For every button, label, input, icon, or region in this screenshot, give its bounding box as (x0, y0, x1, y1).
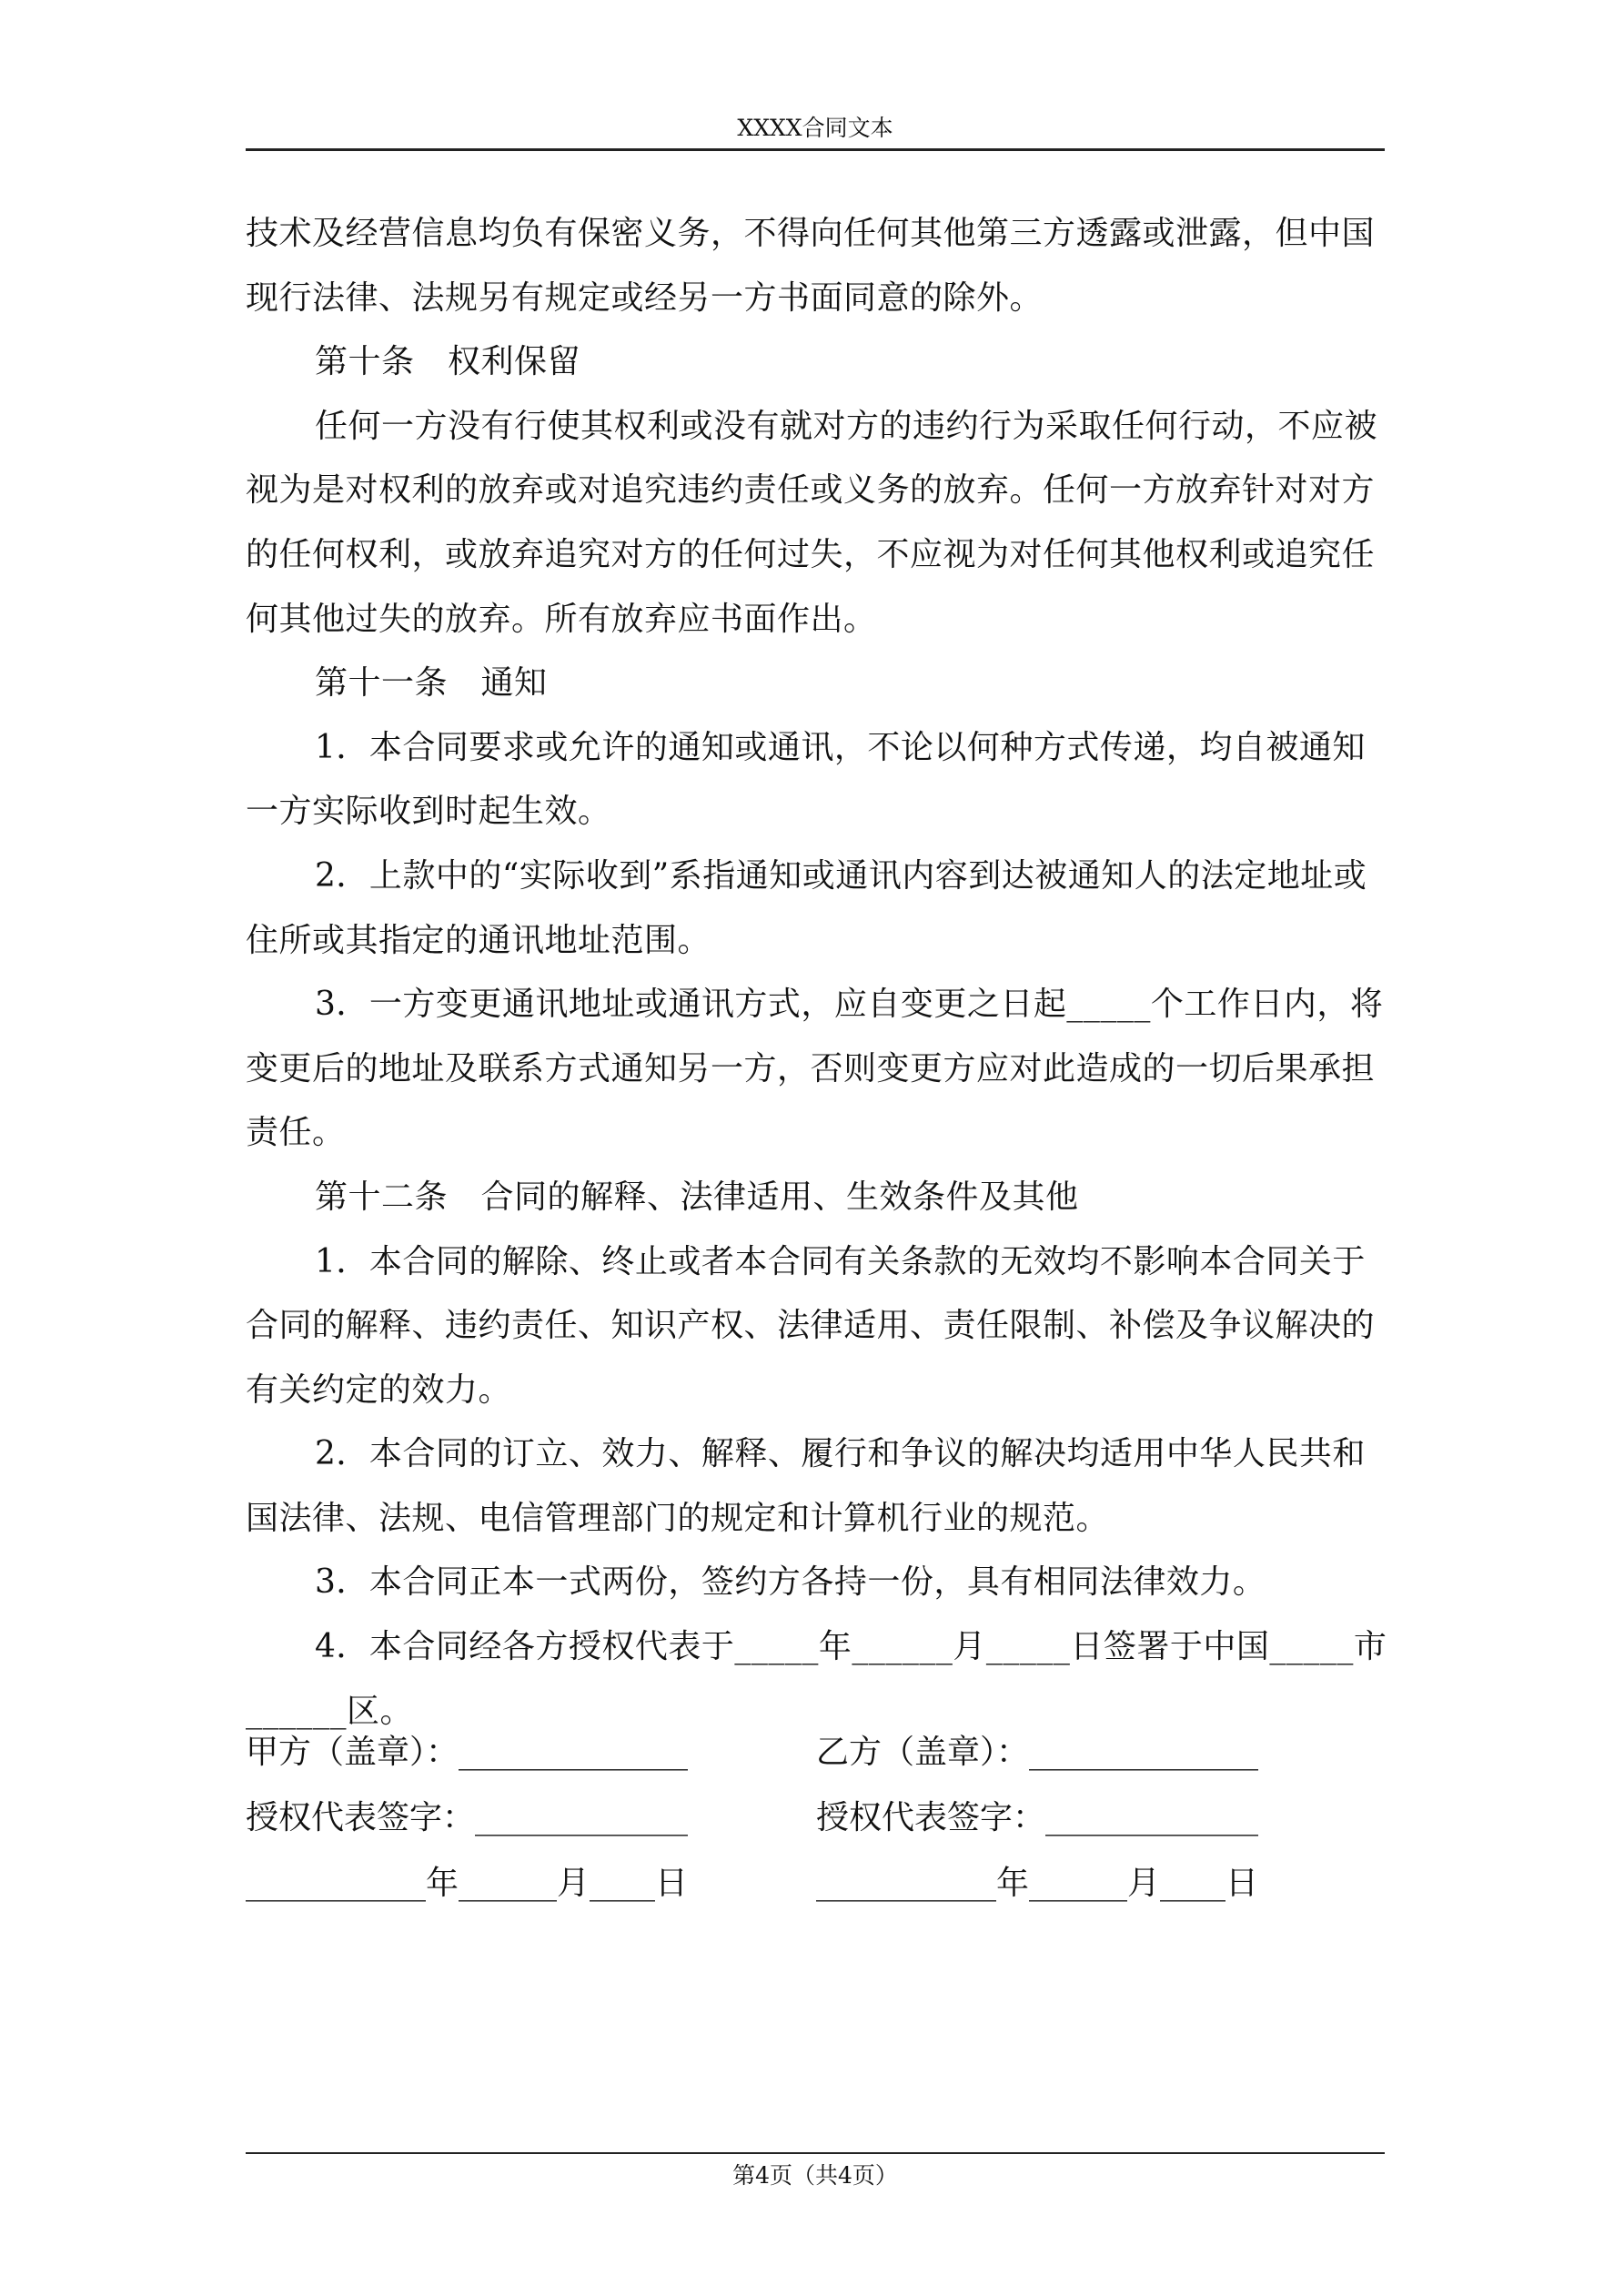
header-divider (246, 148, 1385, 151)
article-11-clause-3: 3．一方变更通讯地址或通讯方式，应自变更之日起_____个工作日内，将变更后的地址及联系方式通知另一方，否则变更方应对此造成的一切后果承担责任。 (246, 986, 1384, 1152)
page-number: 第4页（共4页） (732, 2162, 898, 2189)
page-header-title: XXXX合同文本 (737, 115, 893, 141)
article-12-clause-4: 4．本合同经各方授权代表于_____年______月_____日签署于中国_____市______区。 (246, 1628, 1387, 1730)
party-b-date-line: ___________年______月____日 (816, 1865, 1258, 1902)
article-12-clause-2: 2．本合同的订立、效力、解释、履行和争议的解决均适用中华人民共和国法律、法规、电信管理部门的规定和计算机行业的规范。 (246, 1435, 1366, 1537)
article-12-clause-1: 1．本合同的解除、终止或者本合同有关条款的无效均不影响本合同关于合同的解释、违约责任、知识产权、法律适用、责任限制、补偿及争议解决的有关约定的效力。 (246, 1242, 1376, 1409)
article-11-clause-2: 2．上款中的“实际收到”系指通知或通讯内容到达被通知人的法定地址或住所或其指定的通讯地址范围。 (246, 856, 1367, 959)
party-a-seal-line: 甲方（盖章）：______________ (246, 1734, 689, 1771)
party-a-signature-block (246, 1720, 688, 1917)
party-b-signature-block (816, 1720, 1258, 1917)
footer-divider (246, 2152, 1385, 2154)
article-11-heading: 第十一条 通知 (315, 664, 548, 703)
article-10-paragraph: 任何一方没有行使其权利或没有就对方的违约行为采取任何行动，不应被视为是对权利的放弃或对追究违约责任或义务的放弃。任何一方放弃针对对方的任何权利，或放弃追究对方的任何过失，不应视为对任何其他权利或追究任何其他过失的放弃。所有放弃应书面作出。 (246, 407, 1378, 638)
paragraph-confidentiality-cont: 技术及经营信息均负有保密义务，不得向任何其他第三方透露或泄露，但中国现行法律、法规另有规定或经另一方书面同意的除外。 (246, 215, 1376, 317)
contract-body (246, 202, 1397, 1744)
article-10-heading: 第十条 权利保留 (315, 343, 581, 381)
article-12-heading: 第十二条 合同的解释、法律适用、生效条件及其他 (315, 1178, 1079, 1216)
article-11-clause-1: 1．本合同要求或允许的通知或通讯，不论以何种方式传递，均自被通知一方实际收到时起生效。 (246, 728, 1366, 831)
party-b-representative-line: 授权代表签字：_____________ (816, 1799, 1259, 1836)
article-12-clause-3: 3．本合同正本一式两份，签约方各持一份，具有相同法律效力。 (315, 1563, 1266, 1602)
party-a-date-line: ___________年______月____日 (246, 1865, 688, 1902)
party-b-seal-line: 乙方（盖章）：______________ (816, 1734, 1259, 1771)
party-a-representative-line: 授权代表签字：_____________ (246, 1799, 689, 1836)
